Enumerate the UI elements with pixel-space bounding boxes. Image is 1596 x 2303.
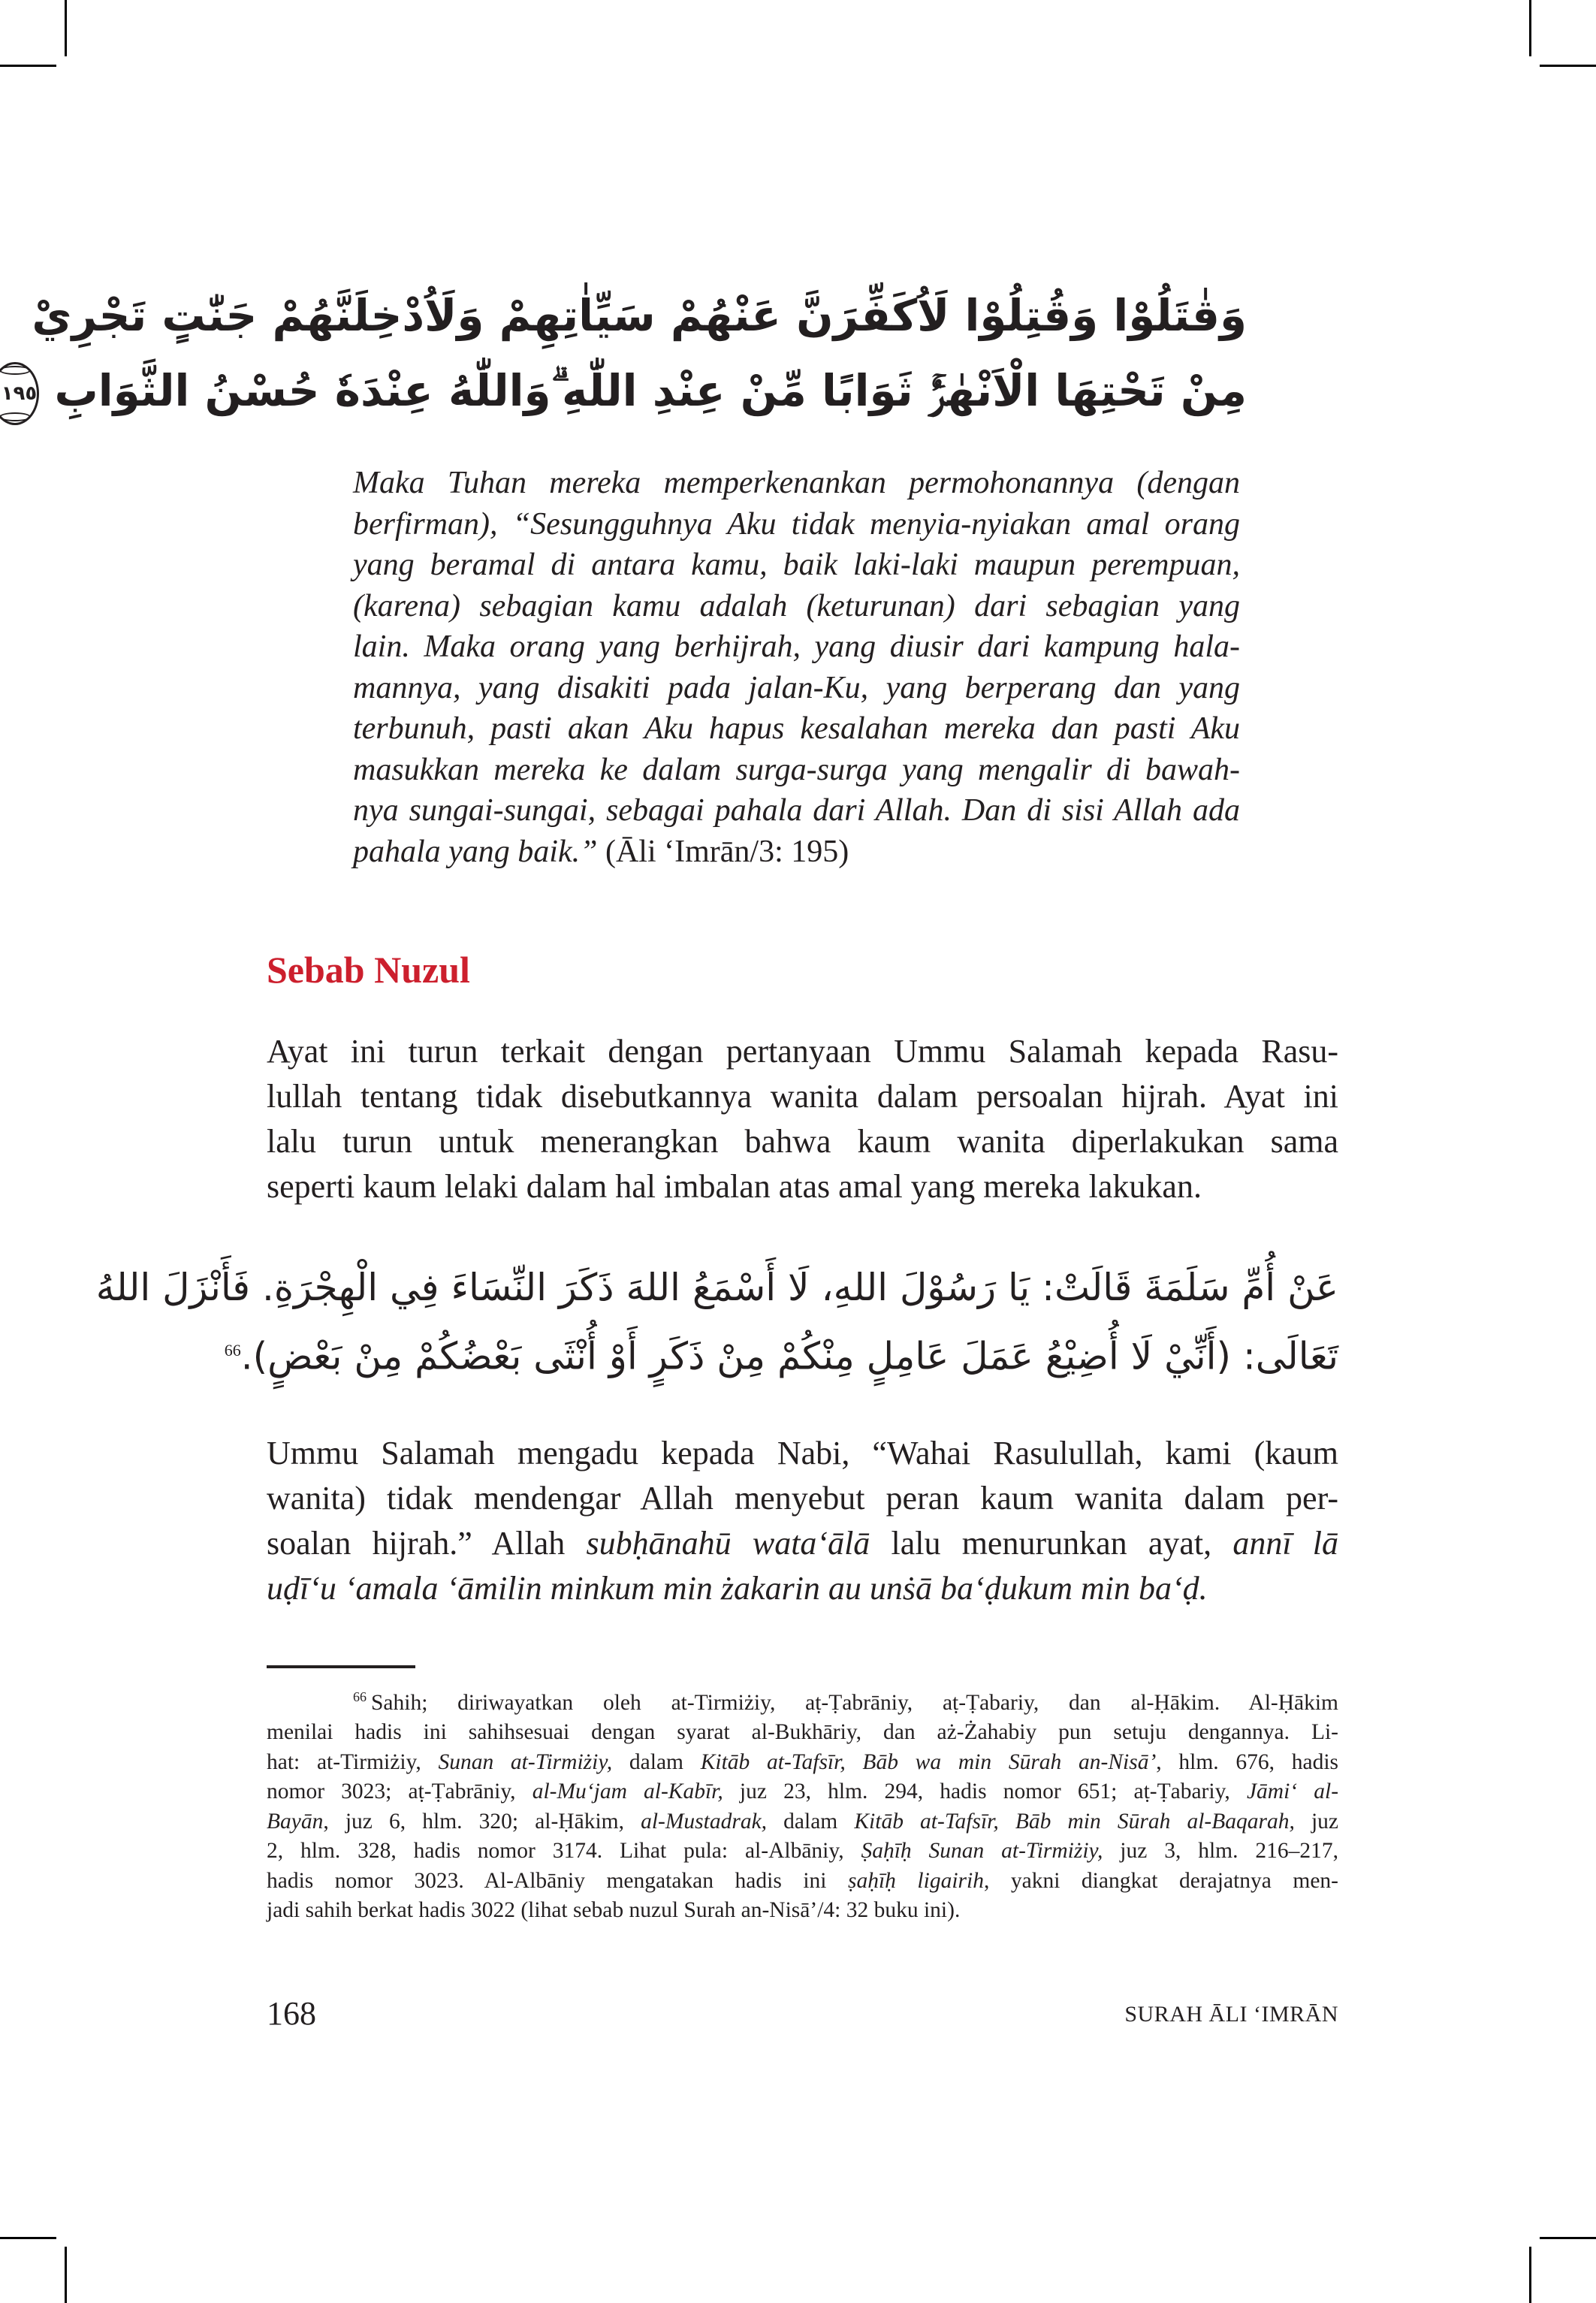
hadith-line: عَنْ أُمِّ سَلَمَةَ قَالَتْ: يَا رَسُوْلَ اللهِ، لَا أَسْمَعُ اللهَ ذَكَرَ النِّسَاءَ فِي الْهِجْرَةِ. فَأَنْزَلَ اللهُ: [95, 1266, 1338, 1309]
verse-citation: (Āli ‘Imrān/3: 195): [605, 834, 849, 869]
footnote-line: 2, hlm. 328, hadis nomor 3174. Lihat pula: al-Albāniy, Ṣaḥīḥ Sunan at-Tirmiżiy, juz 3, hlm. 216–217,: [267, 1839, 1338, 1864]
footnote-line: hat: at-Tirmiżiy, Sunan at-Tirmiżiy, dalam Kitāb at-Tafsīr, Bāb wa min Sūrah an-Nisā’, hlm. 676, hadis: [267, 1749, 1339, 1774]
translation-line: nya sungai-sungai, sebagai pahala dari Allah. Dan di sisi Allah ada: [353, 793, 1240, 828]
quran-verse-line: مِنْ تَحْتِهَا الْاَنْهٰرُۚ ثَوَابًا مِّنْ عِنْدِ اللّٰهِ ۗوَاللّٰهُ عِنْدَهٗ حُسْنُ الثَّوَابِ ١٩٥: [323, 353, 1247, 428]
hadith-text: [95, 1256, 1338, 1388]
hadith-line: تَعَالَى: (أَنِّيْ لَا أُضِيْعُ عَمَلَ عَامِلٍ مِنْكُمْ مِنْ ذَكَرٍ أَوْ أُنْثَى بَعْضُكُمْ مِنْ بَعْضٍ).$^{66}$: [224, 1334, 1338, 1378]
footnote-divider: [267, 1665, 415, 1668]
translation-line: terbunuh, pasti akan Aku hapus kesalahan mereka dan pasti Aku: [353, 711, 1240, 746]
verse-translation: [353, 463, 1240, 872]
crop-mark: [0, 65, 56, 67]
footnote-line: $^{66}$ Sahih; diriwayatkan oleh at-Tirmiżiy, aṭ-Ṭabrāniy, aṭ-Ṭabariy, dan al-Ḥākim. Al-Ḥākim: [353, 1689, 1338, 1715]
crop-mark: [1529, 0, 1531, 56]
paragraph-line: wanita) tidak mendengar Allah menyebut peran kaum wanita dalam per-: [267, 1480, 1338, 1517]
crop-mark: [65, 2247, 67, 2303]
crop-mark: [1529, 2247, 1531, 2303]
translation-line: masukkan mereka ke dalam surga-surga yang mengalir di bawah-: [353, 752, 1240, 787]
translation-line: yang beramal di antara kamu, baik laki-laki maupun perempuan,: [353, 548, 1240, 582]
crop-mark: [1540, 65, 1596, 67]
footnote-line: nomor 3023; aṭ-Ṭabrāniy, al-Mu‘jam al-Kabīr, juz 23, hlm. 294, hadis nomor 651; aṭ-Ṭabariy, Jāmi‘ al-: [267, 1779, 1339, 1804]
section-heading: Sebab Nuzul: [267, 949, 470, 991]
quran-verse-line: وَقٰتَلُوْا وَقُتِلُوْا لَاُكَفِّرَنَّ عَنْهُمْ سَيِّاٰتِهِمْ وَلَاُدْخِلَنَّهُمْ جَنّٰتٍ تَجْرِيْ: [32, 290, 1247, 341]
paragraph-line: seperti kaum lelaki dalam hal imbalan atas amal yang mereka lakukan.: [267, 1168, 1202, 1205]
translation-line: lain. Maka orang yang berhijrah, yang diusir dari kampung hala-: [353, 629, 1240, 664]
paragraph-line: Ayat ini turun terkait dengan pertanyaan Ummu Salamah kepada Rasu-: [267, 1033, 1338, 1070]
paragraph-line: uḍī‘u ‘amala ‘āmilin minkum min żakarin au unṡā ba‘ḍukum min ba‘ḍ.: [267, 1570, 1208, 1607]
translation-line: pahala yang baik.” (Āli ‘Imrān/3: 195): [353, 834, 849, 869]
footnote-reference[interactable]: 66: [224, 1341, 241, 1360]
crop-mark: [1540, 2237, 1596, 2239]
footnote-line: jadi sahih berkat hadis 3022 (lihat sebab nuzul Surah an-Nisā’/4: 32 buku ini).: [267, 1898, 961, 1923]
translation-line: Maka Tuhan mereka memperkenankan permohonannya (dengan: [353, 466, 1240, 500]
verse-number-marker-icon: ١٩٥: [0, 362, 39, 425]
translation-line: berfirman), “Sesungguhnya Aku tidak menyia-nyiakan amal orang: [353, 506, 1240, 542]
body-paragraph: [267, 1029, 1338, 1209]
footnote-line: menilai hadis ini sahihsesuai dengan syarat al-Bukhāriy, dan aż-Żahabiy pun setuju dengannya. Li-: [267, 1720, 1338, 1745]
translation-line: mannya, yang disakiti pada jalan-Ku, yang berperang dan yang: [353, 670, 1240, 705]
footnote-number: 66: [353, 1689, 367, 1704]
crop-mark: [65, 0, 67, 56]
translation-line: (karena) sebagian kamu adalah (keturunan) dari sebagian yang: [353, 588, 1240, 623]
footnote: [267, 1683, 1338, 1926]
running-title: SURAH ĀLI ‘IMRĀN: [1124, 2002, 1338, 2027]
paragraph-line: soalan hijrah.” Allah subḥānahū wata‘ālā lalu menurunkan ayat, annī lā: [267, 1525, 1338, 1562]
quran-verse: [1, 278, 1247, 428]
page-footer: [267, 1994, 1338, 2032]
paragraph-line: lalu turun untuk menerangkan bahwa kaum wanita diperlakukan sama: [267, 1123, 1338, 1160]
body-paragraph: [267, 1431, 1338, 1611]
paragraph-line: lullah tentang tidak disebutkannya wanita dalam persoalan hijrah. Ayat ini: [267, 1078, 1338, 1115]
paragraph-line: Ummu Salamah mengadu kepada Nabi, “Wahai Rasulullah, kami (kaum: [267, 1435, 1338, 1471]
page-number: 168: [267, 1995, 316, 2032]
footnote-line: Bayān, juz 6, hlm. 320; al-Ḥākim, al-Mustadrak, dalam Kitāb at-Tafsīr, Bāb min Sūrah al-Baqarah, juz: [267, 1809, 1338, 1834]
footnote-line: hadis nomor 3023. Al-Albāniy mengatakan hadis ini ṣaḥīḥ ligairih, yakni diangkat derajatnya men-: [267, 1868, 1338, 1893]
crop-mark: [0, 2237, 56, 2239]
